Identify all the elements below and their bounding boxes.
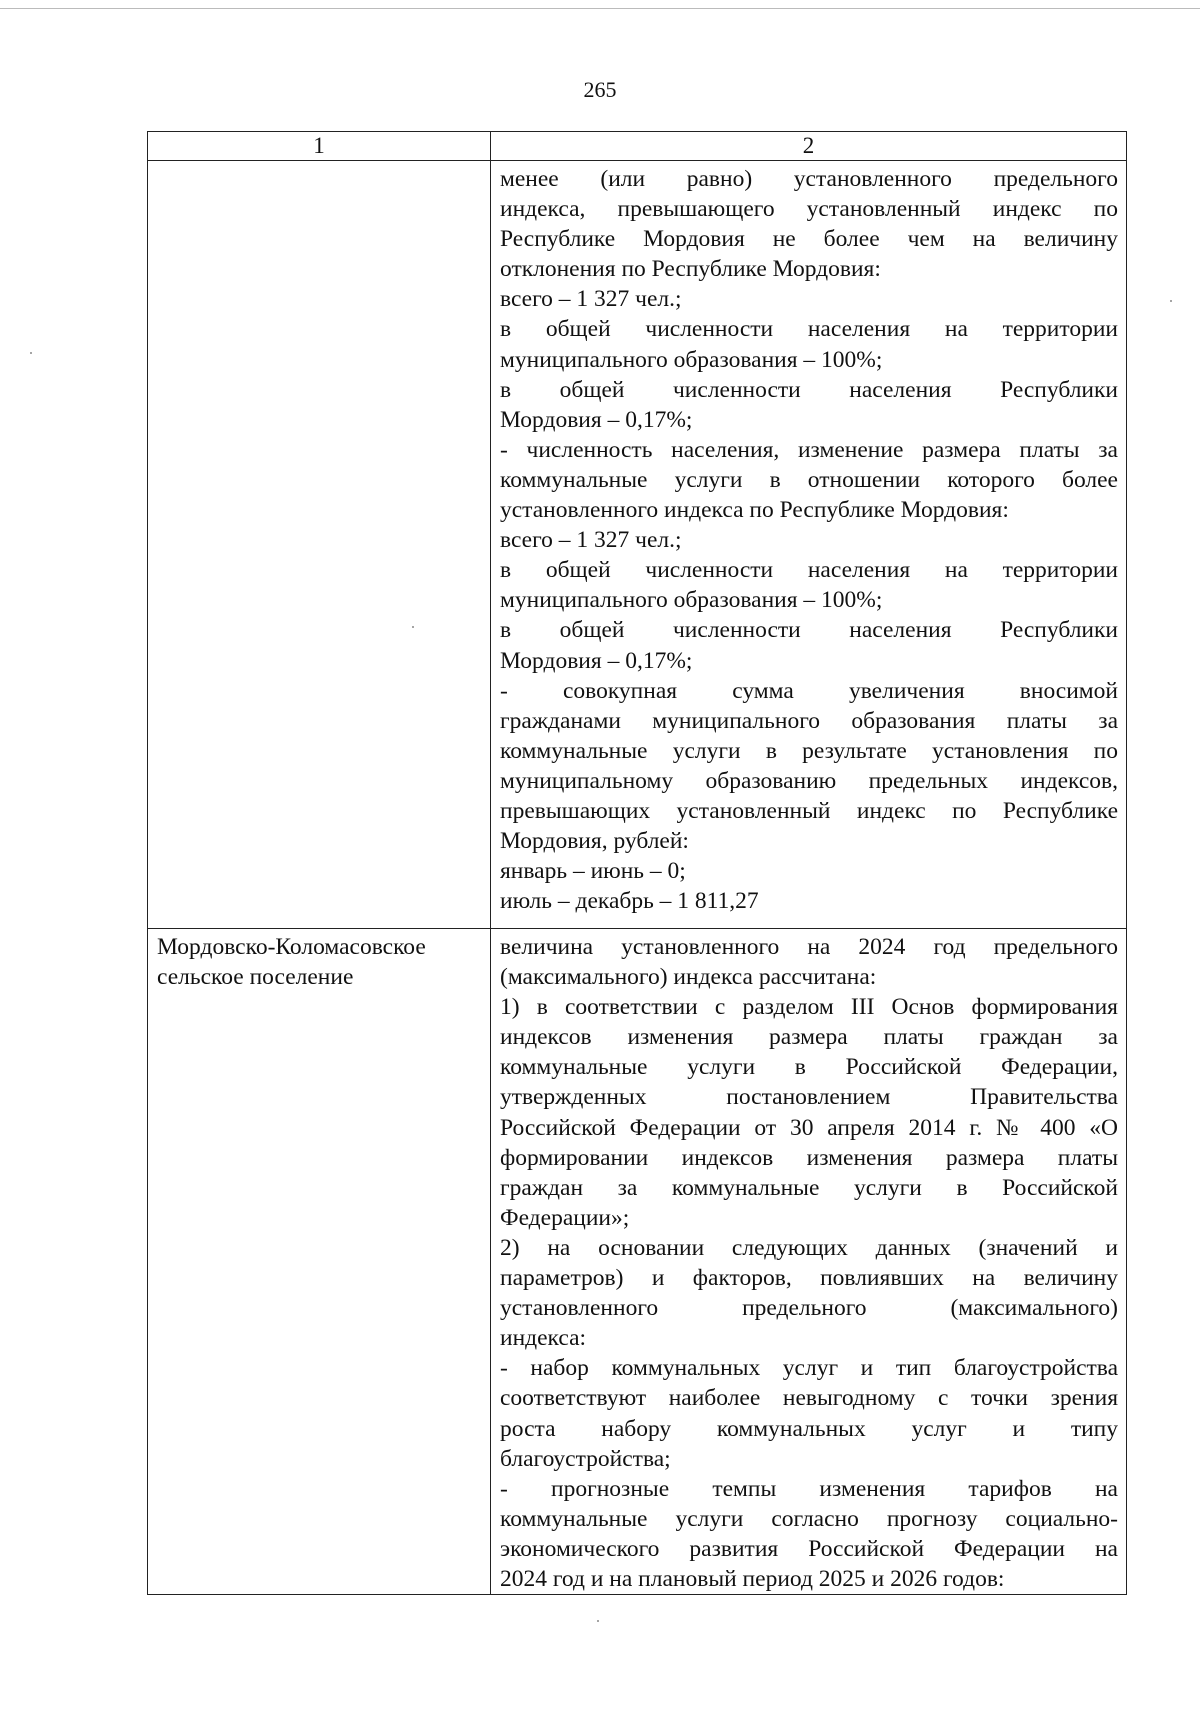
text-line: Мордовия – 0,17%;: [500, 647, 693, 674]
text-line: экономического развития Российской Федерации на: [500, 1535, 1118, 1562]
text-line: Мордовия, рублей:: [500, 828, 689, 855]
text-line: 1) в соответствии с разделом III Основ формирования: [500, 994, 1118, 1021]
text-line: (максимального) индекса рассчитана:: [500, 964, 877, 991]
text-line: индекса:: [500, 1325, 587, 1352]
settlement-name-line: сельское поселение: [157, 964, 354, 991]
text-line: утвержденных постановлением Правительства: [500, 1084, 1118, 1111]
table-header-row: [148, 132, 1127, 161]
text-line: всего – 1 327 чел.;: [500, 527, 682, 554]
text-line: граждан за коммунальные услуги в Российской: [500, 1174, 1118, 1201]
table-row: [148, 161, 1127, 929]
text-line: коммунальные услуги в Российской Федерации,: [500, 1054, 1118, 1081]
row1-right-cell: [491, 161, 1127, 929]
text-line: параметров) и факторов, повлиявших на величину: [500, 1265, 1118, 1292]
text-line: благоустройства;: [500, 1445, 671, 1472]
scan-speck: [412, 626, 414, 628]
text-line: Республике Мордовия не более чем на величину: [500, 226, 1118, 253]
text-line: установленного предельного (максимального): [500, 1295, 1118, 1322]
text-line: - численность населения, изменение размера платы за: [500, 436, 1118, 463]
text-line: Федерации»;: [500, 1204, 630, 1231]
column-header-1: 1: [148, 132, 491, 161]
row1-left-cell: [148, 161, 491, 929]
text-line: соответствуют наиболее невыгодному с точки зрения: [500, 1385, 1118, 1412]
text-line: 2) на основании следующих данных (значений и: [500, 1234, 1118, 1261]
text-line: в общей численности населения Республики: [500, 376, 1118, 403]
text-line: менее (или равно) установленного предельного: [500, 166, 1118, 192]
document-table: [147, 131, 1127, 1595]
table-row: [148, 929, 1127, 1595]
text-line: муниципального образования – 100%;: [500, 587, 883, 614]
text-line: муниципальному образованию предельных индексов,: [500, 767, 1118, 794]
text-line: коммунальные услуги в результате установления по: [500, 737, 1118, 764]
page-number: 265: [583, 77, 617, 102]
column-header-2: 2: [491, 132, 1127, 161]
text-line: 2024 год и на плановый период 2025 и 2026 годов:: [500, 1565, 1005, 1592]
text-line: превышающих установленный индекс по Республике: [500, 797, 1118, 824]
text-line: - набор коммунальных услуг и тип благоустройства: [500, 1355, 1118, 1382]
scan-speck: [30, 352, 32, 354]
text-line: июль – декабрь – 1 811,27: [500, 888, 759, 915]
text-line: муниципального образования – 100%;: [500, 346, 883, 373]
row2-right-cell: [491, 929, 1127, 1595]
text-line: - прогнозные темпы изменения тарифов на: [500, 1475, 1118, 1502]
text-line: Российской Федерации от 30 апреля 2014 г. № 400 «О: [500, 1114, 1118, 1141]
text-line: всего – 1 327 чел.;: [500, 286, 682, 313]
text-line: в общей численности населения Республики: [500, 617, 1118, 644]
scan-speck: [597, 1620, 599, 1622]
text-line: установленного индекса по Республике Мордовия:: [500, 497, 1009, 524]
text-line: в общей численности населения на территории: [500, 557, 1118, 584]
scan-top-edge: [0, 8, 1200, 9]
settlement-name-line: Мордовско-Коломасовское: [157, 934, 426, 960]
text-line: величина установленного на 2024 год предельного: [500, 934, 1118, 960]
text-line: - совокупная сумма увеличения вносимой: [500, 677, 1118, 704]
text-line: январь – июнь – 0;: [500, 858, 686, 885]
text-line: в общей численности населения на территории: [500, 316, 1118, 343]
scan-speck: [1170, 300, 1172, 302]
text-line: Мордовия – 0,17%;: [500, 406, 693, 433]
text-line: коммунальные услуги согласно прогнозу социально-: [500, 1505, 1118, 1532]
text-line: индексов изменения размера платы граждан за: [500, 1024, 1118, 1051]
text-line: формировании индексов изменения размера платы: [500, 1144, 1118, 1171]
row2-left-cell: [148, 929, 491, 1595]
text-line: гражданами муниципального образования платы за: [500, 707, 1118, 734]
text-line: роста набору коммунальных услуг и типу: [500, 1415, 1118, 1442]
text-line: индекса, превышающего установленный индекс по: [500, 196, 1118, 223]
text-line: отклонения по Республике Мордовия:: [500, 256, 881, 283]
text-line: коммунальные услуги в отношении которого более: [500, 466, 1118, 493]
